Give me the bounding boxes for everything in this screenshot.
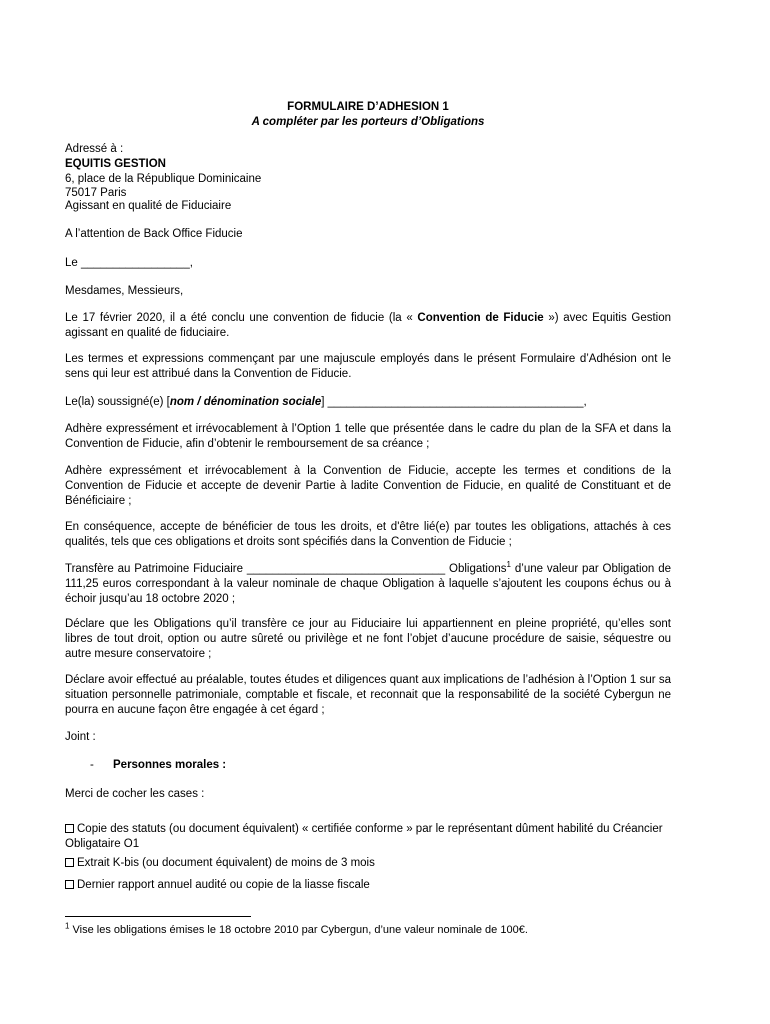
checkbox-rapport[interactable] <box>65 880 74 889</box>
address-city: 75017 Paris <box>65 187 127 199</box>
paragraph-undersigned <box>65 395 671 410</box>
convention-term: Convention de Fiducie <box>417 312 544 324</box>
bullet-dash: - <box>90 759 94 771</box>
checkbox-kbis-label: Extrait K-bis (ou document équivalent) de moins de 3 mois <box>77 857 375 869</box>
joint-label: Joint : <box>65 731 96 743</box>
paragraph-consequence: En conséquence, accepte de bénéficier de tous les droits, et d'être lié(e) par toutes les obligations, attachés à ces qualités, tels que ces obligations et droits sont spécifiés dans la Convention de Fiducie ; <box>65 521 671 548</box>
footnote <box>65 923 671 938</box>
checkbox-item-rapport[interactable] <box>65 878 671 893</box>
paragraph-convention-end: ») avec Equitis Gestion agissant en qualité de fiduciaire. <box>65 312 672 339</box>
undersigned-name-placeholder: nom / dénomination sociale <box>169 396 322 408</box>
transfer-start: Transfère au Patrimoine Fiduciaire _______________________________ Obligations <box>65 563 507 575</box>
form-subtitle: A compléter par les porteurs d’Obligations <box>251 116 485 128</box>
salutation: Mesdames, Messieurs, <box>65 285 184 297</box>
paragraph-convention-start: Le 17 février 2020, il a été conclu une convention de fiducie (la « <box>65 312 418 324</box>
checkbox-statuts[interactable] <box>65 824 74 833</box>
footnote-separator <box>65 916 251 917</box>
attention-line: A l’attention de Back Office Fiducie <box>65 228 243 240</box>
bullet-personnes-morales <box>65 758 671 773</box>
footnote-marker: 1 <box>65 921 70 931</box>
checkbox-item-statuts[interactable] <box>65 822 671 852</box>
bullet-label: Personnes morales : <box>113 759 227 771</box>
paragraph-convention <box>65 311 671 341</box>
paragraph-ownership: Déclare que les Obligations qu’il transfère ce jour au Fiduciaire lui appartiennent en pleine propriété, qu’elles sont libres de tout droit, option ou autre sûreté ou privilège et ne font l’objet d’aucune procédure de saisie, séquestre ou autre mesure conservatoire ; <box>65 618 671 660</box>
form-title: FORMULAIRE D’ADHESION 1 <box>287 101 449 113</box>
footnote-text: Vise les obligations émises le 18 octobre 2010 par Cybergun, d’une valeur nominale de 100€. <box>69 924 528 936</box>
address-company: EQUITIS GESTION <box>65 158 166 170</box>
check-instruction: Merci de cocher les cases : <box>65 788 205 800</box>
paragraph-adhesion: Adhère expressément et irrévocablement à la Convention de Fiducie, accepte les termes et conditions de la Convention de Fiducie et accepte de devenir Partie à ladite Convention de Fiducie, en qualité de Constituant et de Bénéficiaire ; <box>65 465 671 507</box>
transfer-end: d’une valeur par Obligation de 111,25 euros correspondant à la valeur nominale de chaque Obligation à laquelle s’ajoutent les coupons échus ou à échoir jusqu’au 18 octobre 2020 ; <box>65 563 671 605</box>
checkbox-item-kbis[interactable] <box>65 856 671 871</box>
date-line: Le _________________, <box>65 257 193 269</box>
paragraph-option1: Adhère expressément et irrévocablement à l’Option 1 telle que présentée dans le cadre du plan de la SFA et dans la Convention de Fiducie, afin d’obtenir le remboursement de sa créance ; <box>65 423 671 450</box>
checkbox-rapport-label: Dernier rapport annuel audité ou copie de la liasse fiscale <box>77 879 370 891</box>
undersigned-end: ] ________________________________________, <box>321 396 587 408</box>
paragraph-transfer <box>65 562 671 607</box>
paragraph-diligence: Déclare avoir effectué au préalable, toutes études et diligences quant aux implications de l’adhésion à l’Option 1 sur sa situation personnelle patrimoniale, comptable et fiscale, et reconnait que la responsabilité de la société Cybergun ne pourra en aucune façon être engagée à cet égard ; <box>65 674 671 716</box>
checkbox-statuts-label: Copie des statuts (ou document équivalent) « certifiée conforme » par le représentant dûment habilité du Créancier Obligataire O1 <box>65 823 663 850</box>
undersigned-start: Le(la) soussigné(e) [ <box>65 396 170 408</box>
paragraph-definitions: Les termes et expressions commençant par une majuscule employés dans le présent Formulaire d’Adhésion ont le sens qui leur est attribué dans la Convention de Fiducie. <box>65 353 671 380</box>
footnote-ref: 1 <box>506 560 511 570</box>
address-street: 6, place de la République Dominicaine <box>65 173 262 185</box>
address-role: Agissant en qualité de Fiduciaire <box>65 200 232 212</box>
address-label: Adressé à : <box>65 143 124 155</box>
checkbox-kbis[interactable] <box>65 858 74 867</box>
